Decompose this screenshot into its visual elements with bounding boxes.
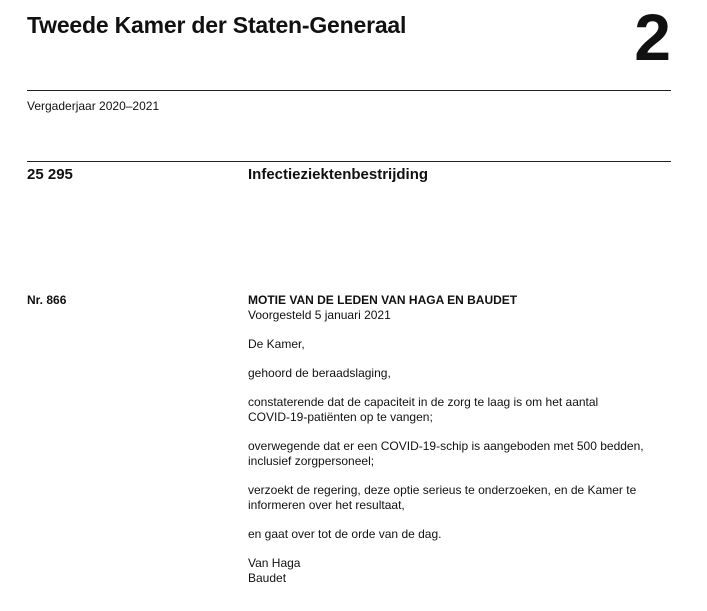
document-number: Nr. 866	[27, 293, 67, 307]
signatory: Baudet	[248, 571, 287, 585]
dossier-title: Infectieziektenbestrijding	[248, 166, 429, 183]
issue-number: 2	[634, 0, 671, 74]
dossier-number: 25 295	[27, 166, 73, 183]
paragraph-line: informeren over het resultaat,	[248, 498, 405, 512]
paragraph-line: COVID-19-patiënten op te vangen;	[248, 410, 433, 424]
motion-heading	[248, 293, 678, 323]
paragraph-request	[248, 483, 678, 513]
salutation: De Kamer,	[248, 337, 305, 351]
header-divider	[27, 90, 671, 91]
paragraph-observation	[248, 395, 678, 425]
paragraph-deliberation: gehoord de beraadslaging,	[248, 366, 391, 380]
paragraph-line: inclusief zorgpersoneel;	[248, 454, 375, 468]
paragraph-consideration	[248, 439, 678, 469]
motion-body	[248, 293, 678, 586]
paragraph-closing: en gaat over tot de orde van de dag.	[248, 527, 442, 541]
proposed-date: Voorgesteld 5 januari 2021	[248, 308, 391, 322]
page-title: Tweede Kamer der Staten-Generaal	[27, 12, 407, 38]
paragraph-line: overwegende dat er een COVID-19-schip is aangeboden met 500 bedden,	[248, 439, 644, 453]
dossier-divider	[27, 161, 671, 162]
paragraph-line: verzoekt de regering, deze optie serieus te onderzoeken, en de Kamer te	[248, 483, 637, 497]
signatories	[248, 556, 678, 586]
session-year: Vergaderjaar 2020–2021	[27, 99, 160, 113]
motion-title: MOTIE VAN DE LEDEN VAN HAGA EN BAUDET	[248, 293, 518, 307]
paragraph-line: constaterende dat de capaciteit in de zorg te laag is om het aantal	[248, 395, 599, 409]
signatory: Van Haga	[248, 556, 301, 570]
